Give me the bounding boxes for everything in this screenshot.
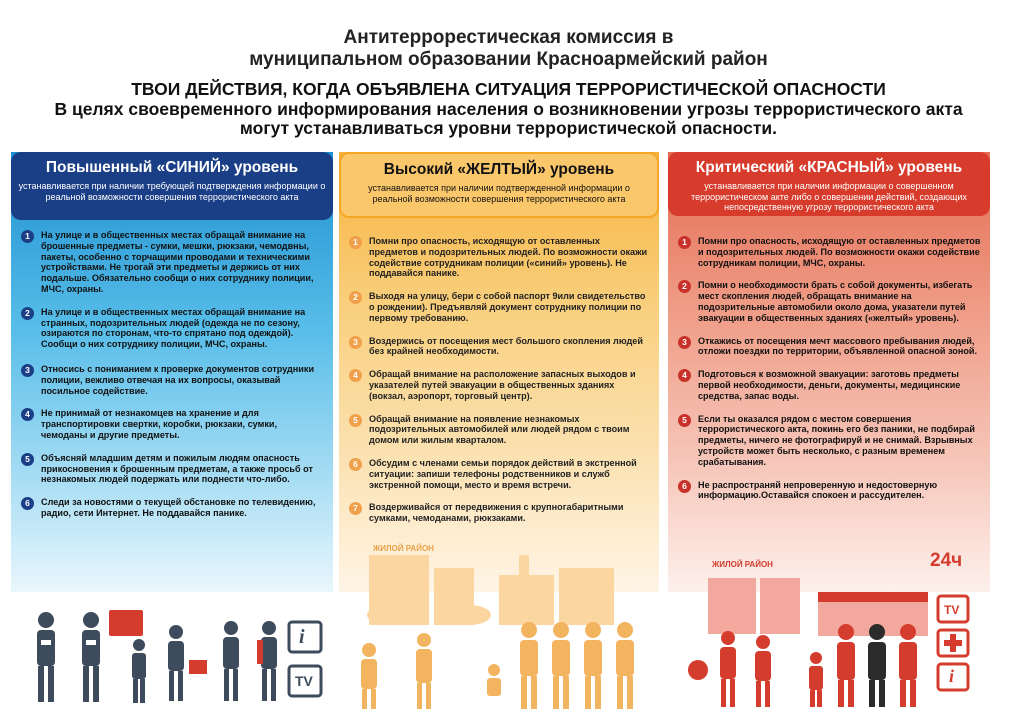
item-text: Не принимай от незнакомцев на хранение и для транспортировки свертки, коробки, рюкзаки, сумки, чемоданы и другие предметы. bbox=[41, 408, 278, 440]
info-icon: i bbox=[299, 626, 305, 648]
list-item bbox=[21, 307, 325, 350]
item-text: Не распространяй непроверенную и недостоверную информацию.Оставайся спокоен и рассудителен. bbox=[698, 479, 938, 501]
yellow-items-list bbox=[349, 236, 651, 532]
yellow-level-header bbox=[339, 152, 659, 218]
number-badge: 5 bbox=[349, 414, 362, 427]
item-text: Обращай внимание на расположение запасных выходов и указателей путей эвакуации в общественных зданиях (вокзал, аэропорт, торговый центр). bbox=[369, 369, 636, 401]
number-badge: 7 bbox=[349, 502, 362, 515]
yellow-level-title: Высокий «ЖЕЛТЫЙ» уровень bbox=[383, 161, 615, 178]
item-text: Помни про опасность, исходящую от оставленных предметов и подозрительных людей. По возможности окажи содействие сотрудникам полиции («синий» уровень). Не поддавайся панике. bbox=[369, 236, 648, 279]
number-badge: 1 bbox=[678, 236, 691, 249]
item-text: Обращай внимание на появление незнакомых подозрительных автомобилей или людей рядом с твоим домом или жилым кварталом. bbox=[369, 413, 630, 446]
number-badge: 4 bbox=[21, 408, 34, 421]
number-badge: 5 bbox=[21, 453, 34, 466]
blue-illustration bbox=[11, 540, 333, 715]
item-text: Обсудим с членами семьи порядок действий в экстренной ситуации: запиши телефоны родственников и служб экстренной помощи, место и время встречи. bbox=[369, 457, 637, 490]
list-item bbox=[349, 369, 651, 401]
item-text: Относись с пониманием к проверке документов сотрудники полиции, вежливо отвечая на их вопросы, оказывай посильное содействие. bbox=[41, 363, 315, 396]
yellow-illustration bbox=[339, 540, 659, 715]
item-text: Помни про опасность, исходящую от оставленных предметов и подозрительных людей. По возможности окажи содействие сотрудникам полиции, МЧС, охраны. bbox=[698, 236, 981, 268]
commission-title: Антитеррорестическая комиссия в bbox=[343, 27, 674, 48]
list-item bbox=[349, 236, 651, 279]
main-heading: ТВОИ ДЕЙСТВИЯ, КОГДА ОБЪЯВЛЕНА СИТУАЦИЯ ТЕРРОРИСТИЧЕСКОЙ ОПАСНОСТИ bbox=[131, 79, 886, 99]
list-item bbox=[21, 364, 325, 396]
number-badge: 4 bbox=[349, 369, 362, 382]
district-label: ЖИЛОЙ РАЙОН bbox=[373, 544, 434, 553]
number-badge: 3 bbox=[349, 336, 362, 349]
number-badge: 1 bbox=[21, 230, 34, 243]
number-badge: 2 bbox=[349, 291, 362, 304]
list-item bbox=[349, 291, 651, 323]
list-item bbox=[21, 453, 325, 485]
list-item bbox=[349, 336, 651, 358]
red-level-column bbox=[668, 152, 990, 592]
red-level-title: Критический «КРАСНЫЙ» уровень bbox=[695, 159, 963, 176]
item-text: Если ты оказался рядом с местом совершения террористического акта, покинь его без паники, не подбирай предметы, ничего не фотографируй и не снимай. Взрывных устройств может быть несколько, с разным временем срабатывания. bbox=[698, 413, 975, 467]
red-level-description: устанавливается при наличии информации о совершенном террористическом акте либо о совершении действий, создающих непосредственную угрозу террористического акта bbox=[691, 181, 967, 212]
tv-icon: TV bbox=[295, 673, 313, 689]
number-badge: 6 bbox=[21, 497, 34, 510]
blue-level-title: Повышенный «СИНИЙ» уровень bbox=[45, 159, 299, 176]
yellow-level-column bbox=[339, 152, 659, 592]
item-text: Воздерживайся от передвижения с крупногабаритными сумками, чемоданами, рюкзаками. bbox=[369, 502, 624, 524]
list-item bbox=[349, 502, 651, 524]
item-text: На улице и в общественных местах обращай внимание на странных, подозрительных людей (одежда не по сезону, озираются по сторонам, что-то спрятано под одеждой). Сообщи о них сотруднику полиции, МЧС, охраны. bbox=[41, 306, 306, 350]
item-text: Объясняй младшим детям и пожилым людям опасность прикосновения к брошенным предметам, а также просьб от незнакомых людей подержать или поднести что-либо. bbox=[41, 452, 313, 485]
list-item bbox=[349, 414, 651, 446]
number-badge: 4 bbox=[678, 369, 691, 382]
intro-line-1: В целях своевременного информирования населения о возникновении угрозы террористического акта bbox=[54, 99, 963, 119]
red-items-list bbox=[678, 236, 982, 509]
item-text: Следи за новостями о текущей обстановке по телевидению, радио, сети Интернет. Не поддавайся панике. bbox=[41, 497, 316, 518]
tv-icon: TV bbox=[944, 603, 960, 617]
list-item bbox=[678, 414, 982, 468]
blue-level-description: устанавливается при наличии требующей подтверждения информации о реальной возможности совершения террористического акта bbox=[18, 181, 326, 202]
yellow-level-description: устанавливается при наличии подтвержденной информации о реальной возможности совершения террористического акта bbox=[368, 183, 630, 204]
item-text: На улице и в общественных местах обращай внимание на брошенные предметы - сумки, мешки, рюкзаки, чемодвны, пакеты, особенно с торчащими проводами и техническими устройствами. Не трогай эти предметы и держись от них подальше. Обязательно сообщи о них сотруднику полиции, МЧС, охраны. bbox=[41, 230, 314, 294]
blue-people-illustration bbox=[11, 540, 333, 715]
commission-subtitle: муниципальном образовании Красноармейский район bbox=[249, 49, 768, 70]
24h-label: 24ч bbox=[930, 550, 963, 571]
list-item bbox=[21, 230, 325, 295]
number-badge: 6 bbox=[678, 480, 691, 493]
list-item bbox=[678, 336, 982, 358]
number-badge: 2 bbox=[21, 307, 34, 320]
item-text: Воздержись от посещения мест большого скопления людей без крайней необходимости. bbox=[369, 335, 643, 357]
intro-line-2: могут устанавливаться уровни террористической опасности. bbox=[239, 118, 778, 138]
list-item bbox=[678, 280, 982, 323]
district-label: ЖИЛОЙ РАЙОН bbox=[712, 560, 773, 569]
item-text: Выходя на улицу, бери с собой паспорт 9или свидетельство о рождении). Предъявляй документ сотруднику полиции по первому требованию. bbox=[369, 291, 646, 323]
list-item bbox=[349, 458, 651, 490]
item-text: Подготовься к возможной эвакуации: заготовь предметы первой необходимости, деньги, документы, медицинские средства, запас воды. bbox=[698, 369, 961, 401]
item-text: Откажись от посещения мечт массового пребывания людей, отложи поездки по территории, объявленной опасной зоной. bbox=[698, 335, 978, 357]
number-badge: 3 bbox=[678, 336, 691, 349]
info-icon: i bbox=[949, 666, 955, 686]
number-badge: 2 bbox=[678, 280, 691, 293]
list-item bbox=[678, 369, 982, 401]
number-badge: 6 bbox=[349, 458, 362, 471]
list-item bbox=[678, 480, 982, 502]
list-item bbox=[678, 236, 982, 268]
item-text: Помни о необходимости брать с собой документы, избегать мест скопления людей, обращать внимание на подозрительные автомобили около дома, указатели путей эвакуации в общественных зданиях («желтый» уровень). bbox=[698, 280, 973, 323]
number-badge: 5 bbox=[678, 414, 691, 427]
list-item bbox=[21, 408, 325, 440]
blue-level-column bbox=[11, 152, 333, 592]
yellow-city-illustration bbox=[339, 540, 659, 715]
list-item bbox=[21, 497, 325, 519]
blue-items-list bbox=[21, 230, 325, 527]
red-level-header bbox=[668, 152, 990, 216]
blue-level-header bbox=[11, 152, 333, 220]
number-badge: 1 bbox=[349, 236, 362, 249]
number-badge: 3 bbox=[21, 364, 34, 377]
red-illustration bbox=[668, 540, 990, 715]
